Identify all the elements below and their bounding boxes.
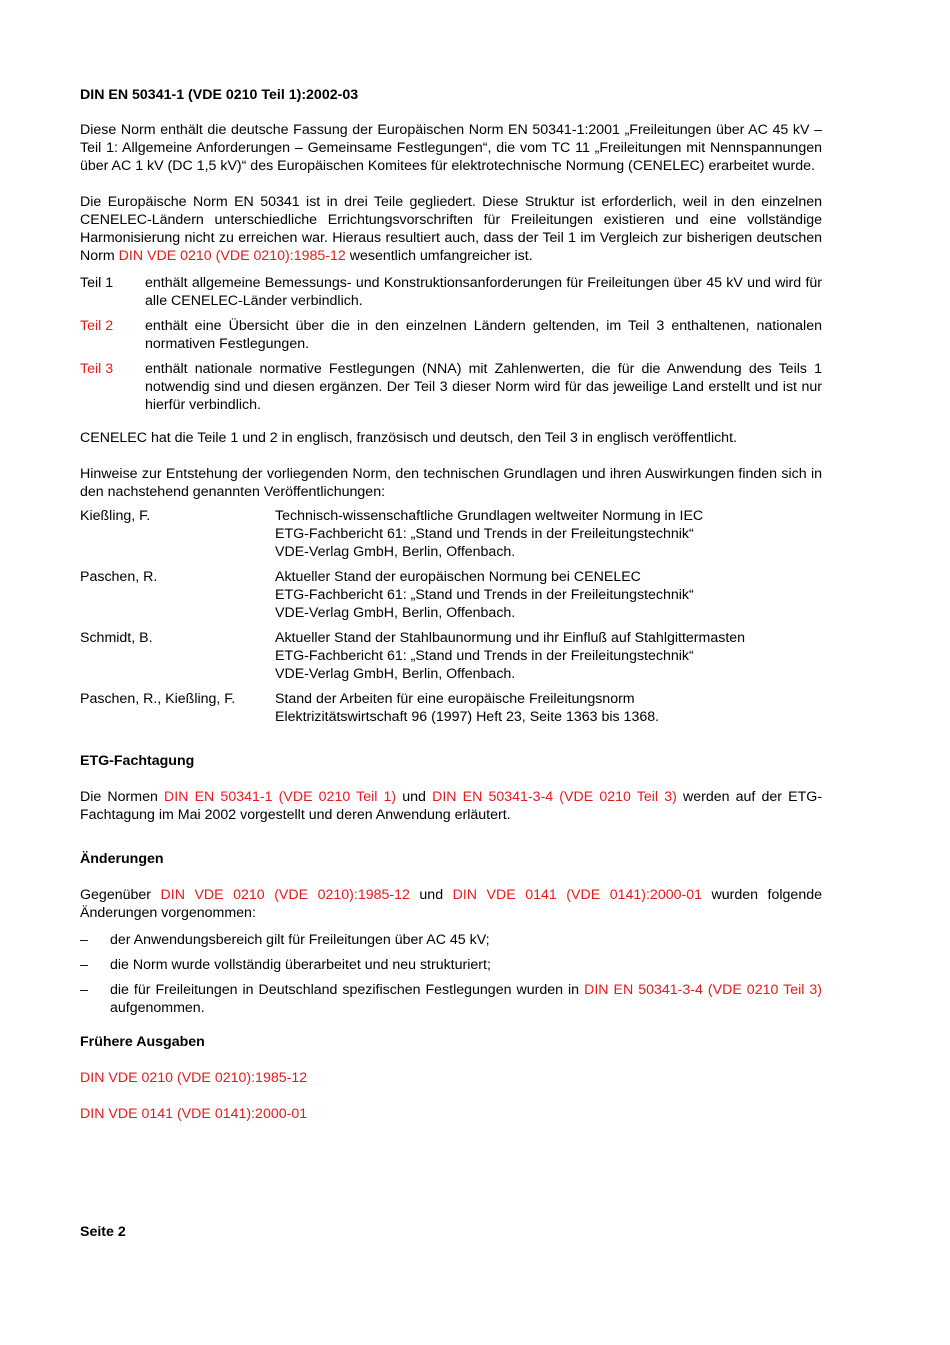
teil-2-link[interactable]: Teil 2 xyxy=(80,318,114,334)
teil-item-3 xyxy=(80,360,822,414)
list-item-3-text-a: die für Freileitungen in Deutschland spezifischen Festlegungen wurden in xyxy=(110,982,580,998)
intro-paragraph-2 xyxy=(80,193,822,265)
dash-bullet: – xyxy=(80,957,88,973)
list-item xyxy=(80,956,822,974)
document-body xyxy=(80,86,822,1123)
dash-bullet: – xyxy=(80,982,88,998)
aenderungen-heading: Änderungen xyxy=(80,851,164,867)
teil-item-2 xyxy=(80,317,822,353)
hinweise-paragraph: Hinweise zur Entstehung der vorliegenden Norm, den technischen Grundlagen und ihren Auswirkungen finden sich in den nachstehend genannten Veröffentlichungen: xyxy=(80,466,822,500)
reference-author: Kießling, F. xyxy=(80,508,151,524)
reference-entry xyxy=(80,690,822,726)
etg-heading: ETG-Fachtagung xyxy=(80,753,195,769)
ref-link-din-vde-0210[interactable]: DIN VDE 0210 (VDE 0210):1985-12 xyxy=(118,248,346,264)
reference-source: Elektrizitätswirtschaft 96 (1997) Heft 23, Seite 1363 bis 1368. xyxy=(275,709,660,725)
document-title: DIN EN 50341-1 (VDE 0210 Teil 1):2002-03 xyxy=(80,87,359,103)
etg-text-c: werden auf der ETG-Fachtagung im Mai 2002 vorgestellt und deren Anwendung erläutert. xyxy=(80,789,822,823)
reference-publisher: VDE-Verlag GmbH, Berlin, Offenbach. xyxy=(275,666,516,682)
aenderungen-text-a: Gegenüber xyxy=(80,887,151,903)
page-number: Seite 2 xyxy=(80,1224,126,1240)
ref-link-din-en-50341-3-4[interactable]: DIN EN 50341-3-4 (VDE 0210 Teil 3) xyxy=(432,789,677,805)
reference-entry xyxy=(80,568,822,622)
list-item-3-text-b: aufgenommen. xyxy=(110,1000,205,1016)
ref-link-din-en-50341-1[interactable]: DIN EN 50341-1 (VDE 0210 Teil 1) xyxy=(164,789,397,805)
teil-3-text: enthält nationale normative Festlegungen (NNA) mit Zahlenwerten, die für die Anwendung des Teils 1 notwendig sind und diesen ergänzen. Der Teil 3 dieser Norm wird für das jeweilige Land erstellt und ist nur hierfür verbindlich. xyxy=(145,361,822,413)
reference-publisher: VDE-Verlag GmbH, Berlin, Offenbach. xyxy=(275,544,516,560)
cenelec-paragraph: CENELEC hat die Teile 1 und 2 in englisch, französisch und deutsch, den Teil 3 in englisch veröffentlicht. xyxy=(80,430,737,446)
aenderungen-paragraph xyxy=(80,886,822,922)
intro-p2-text-b: wesentlich umfangreicher ist. xyxy=(349,248,533,264)
reference-title: Aktueller Stand der europäischen Normung bei CENELEC xyxy=(275,569,641,585)
reference-author: Schmidt, B. xyxy=(80,630,153,646)
reference-author: Paschen, R. xyxy=(80,569,158,585)
ref-link-din-vde-0210[interactable]: DIN VDE 0210 (VDE 0210):1985-12 xyxy=(160,887,410,903)
reference-source: ETG-Fachbericht 61: „Stand und Trends in der Freileitungstechnik“ xyxy=(275,526,694,542)
list-item xyxy=(80,931,822,949)
etg-paragraph xyxy=(80,788,822,824)
ref-link-din-en-50341-3-4[interactable]: DIN EN 50341-3-4 (VDE 0210 Teil 3) xyxy=(584,982,823,998)
teil-item-1 xyxy=(80,274,822,310)
list-item xyxy=(80,981,822,1017)
list-item-text: die Norm wurde vollständig überarbeitet und neu strukturiert; xyxy=(110,957,491,973)
aenderungen-text-b: und xyxy=(419,887,444,903)
reference-publisher: VDE-Verlag GmbH, Berlin, Offenbach. xyxy=(275,605,516,621)
fruehere-ausgabe-1[interactable]: DIN VDE 0210 (VDE 0210):1985-12 xyxy=(80,1070,308,1086)
reference-source: ETG-Fachbericht 61: „Stand und Trends in der Freileitungstechnik“ xyxy=(275,648,694,664)
aenderungen-text-c: wurden folgende Änderungen vorgenommen: xyxy=(80,887,822,921)
intro-paragraph-1: Diese Norm enthält die deutsche Fassung der Europäischen Norm EN 50341-1:2001 „Freileitungen über AC 45 kV – Teil 1: Allgemeine Anforderungen – Gemeinsame Festlegungen“, die vom TC 11 „Freileitungen mit Nennspannungen über AC 1 kV (DC 1,5 kV)“ des Europäischen Komitees für elektrotechnische Normung (CENELEC) erarbeitet wurde. xyxy=(80,122,822,174)
teil-1-text: enthält allgemeine Bemessungs- und Konstruktionsanforderungen für Freileitungen über 45 kV und wird für alle CENELEC-Länder verbindlich. xyxy=(145,275,822,309)
teil-2-text: enthält eine Übersicht über die in den einzelnen Ländern geltenden, im Teil 3 enthaltenen, nationalen normativen Festlegungen. xyxy=(145,318,822,352)
intro-p2-text-a: Die Europäische Norm EN 50341 ist in drei Teile gegliedert. Diese Struktur ist erforderlich, weil in den einzelnen CENELEC-Ländern unterschiedliche Errichtungsvorschriften für Freileitungen existieren und eine vollständige Harmonisierung nicht zu erreichen war. Hieraus resultiert auch, dass der Teil 1 im Vergleich zur bisherigen deutschen Norm xyxy=(80,194,822,264)
fruehere-ausgabe-2[interactable]: DIN VDE 0141 (VDE 0141):2000-01 xyxy=(80,1106,308,1122)
fruehere-heading: Frühere Ausgaben xyxy=(80,1034,205,1050)
reference-title: Stand der Arbeiten für eine europäische Freileitungsnorm xyxy=(275,691,635,707)
list-item-text: der Anwendungsbereich gilt für Freileitungen über AC 45 kV; xyxy=(110,932,490,948)
etg-text-a: Die Normen xyxy=(80,789,158,805)
reference-author: Paschen, R., Kießling, F. xyxy=(80,691,236,707)
teil-3-link[interactable]: Teil 3 xyxy=(80,361,114,377)
ref-link-din-vde-0141[interactable]: DIN VDE 0141 (VDE 0141):2000-01 xyxy=(452,887,702,903)
reference-source: ETG-Fachbericht 61: „Stand und Trends in der Freileitungstechnik“ xyxy=(275,587,694,603)
reference-title: Technisch-wissenschaftliche Grundlagen weltweiter Normung in IEC xyxy=(275,508,704,524)
teil-1-label: Teil 1 xyxy=(80,275,114,291)
reference-entry xyxy=(80,629,822,683)
reference-title: Aktueller Stand der Stahlbaunormung und ihr Einfluß auf Stahlgittermasten xyxy=(275,630,746,646)
reference-entry xyxy=(80,507,822,561)
dash-bullet: – xyxy=(80,932,88,948)
etg-text-b: und xyxy=(402,789,426,805)
list-item-text xyxy=(110,981,822,1017)
